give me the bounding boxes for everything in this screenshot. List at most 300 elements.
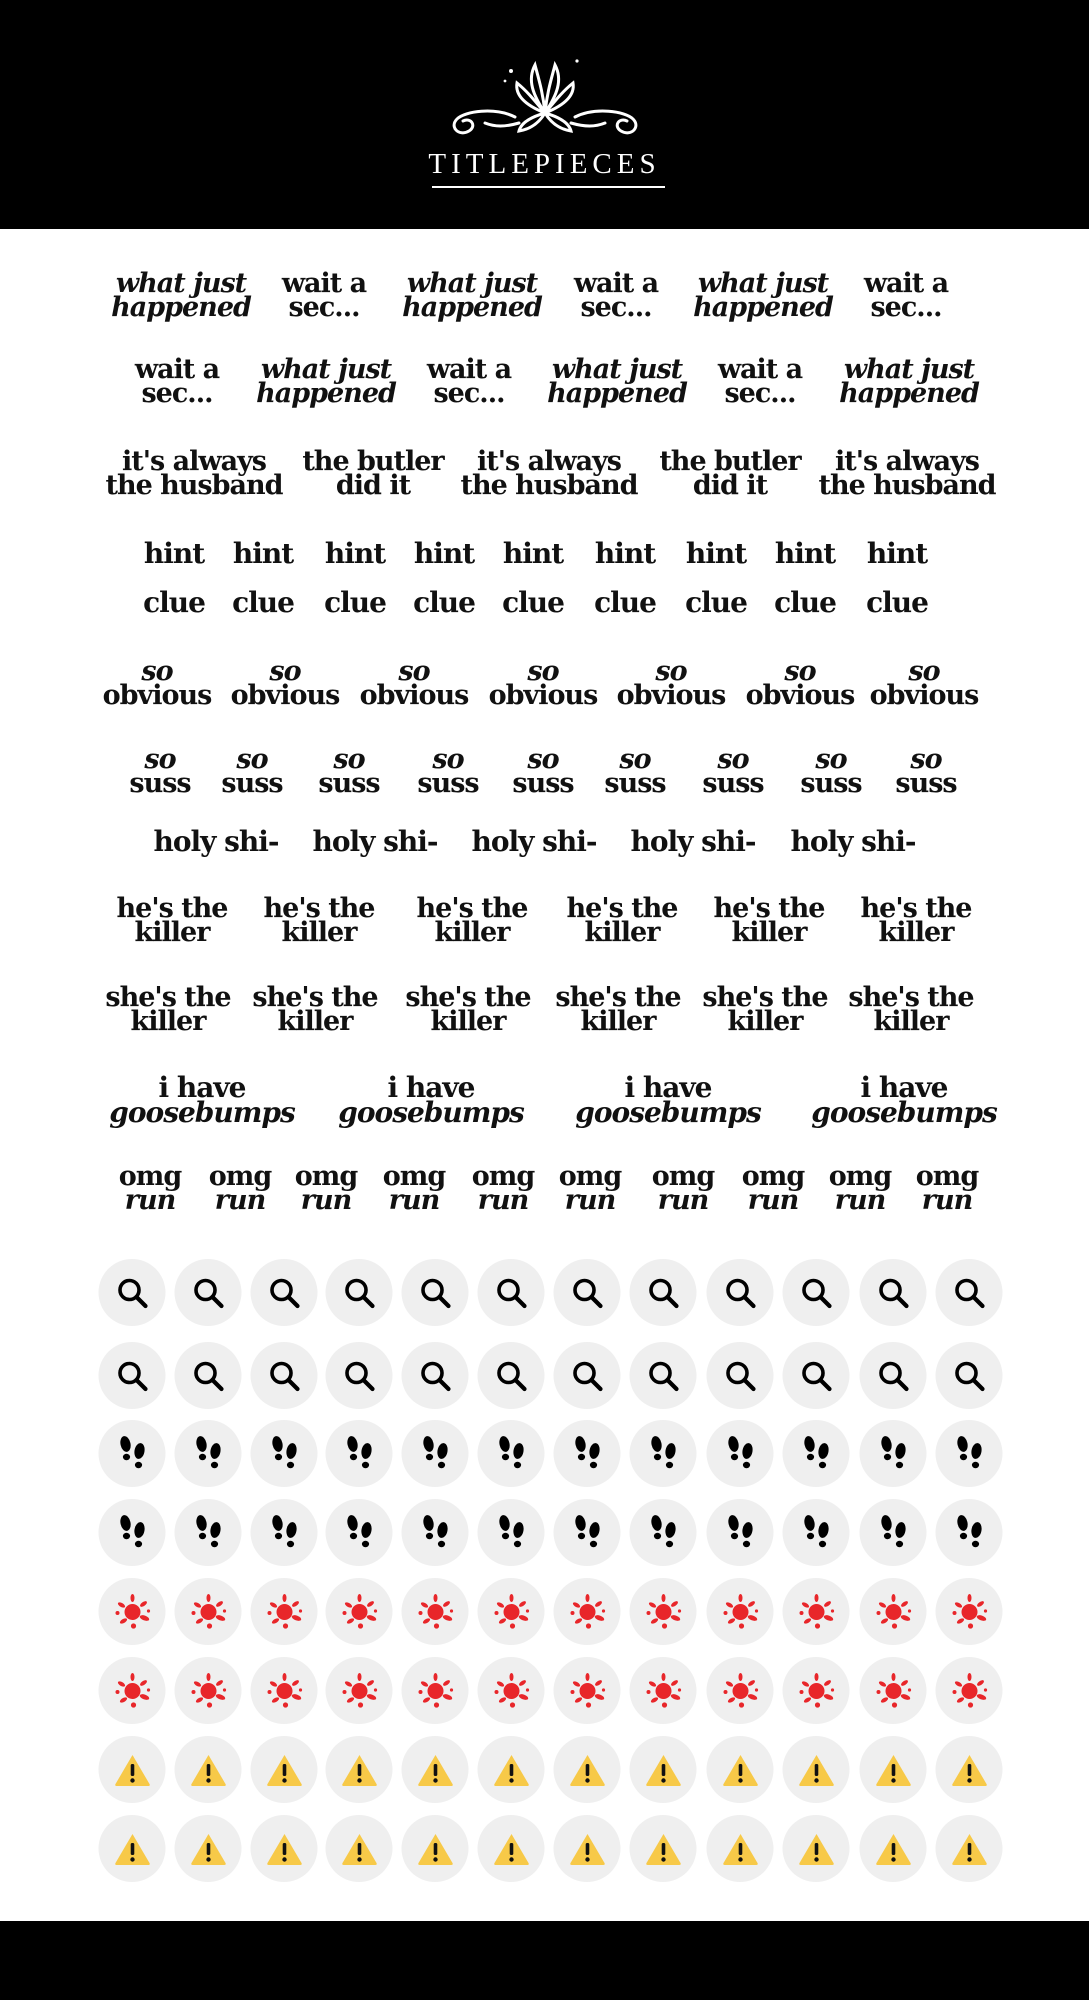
sticker-so-obvious	[745, 656, 855, 712]
magnifier-icon	[402, 1259, 469, 1326]
blood-splatter-icon	[326, 1578, 393, 1645]
sticker-line: run	[564, 1185, 616, 1217]
sticker-line: wait a	[863, 268, 949, 299]
sticker-line: happened	[839, 378, 979, 410]
warning-icon	[99, 1815, 166, 1882]
sticker-line: she's the	[555, 982, 681, 1013]
blood-splatter-icon	[936, 1578, 1003, 1645]
magnifier-icon	[99, 1342, 166, 1409]
sticker-line: she's the	[105, 982, 231, 1013]
blood-splatter-icon	[251, 1657, 318, 1724]
sticker-shes-the-killer	[702, 982, 828, 1038]
sticker-line: suss	[604, 768, 666, 800]
sticker-line: run	[921, 1185, 973, 1217]
sticker-line: killer	[281, 917, 357, 949]
sticker-line: so	[784, 656, 816, 687]
sticker-line: hint	[774, 537, 836, 570]
magnifier-icon	[707, 1259, 774, 1326]
sticker-line: run	[388, 1185, 440, 1217]
sticker-omg-run	[741, 1161, 805, 1217]
footprints-icon	[326, 1499, 393, 1566]
footprints-icon	[402, 1499, 469, 1566]
sticker-the-butler-did-it	[302, 446, 444, 502]
sticker-line: so	[398, 656, 430, 687]
sticker-line: suss	[512, 768, 574, 800]
footprints-icon	[99, 1499, 166, 1566]
sticker-line: clue	[232, 586, 294, 619]
sticker-hes-the-killer	[116, 893, 228, 949]
sticker-line: omg	[558, 1161, 622, 1192]
sticker-line: clue	[866, 586, 928, 619]
magnifier-icon	[936, 1259, 1003, 1326]
icon-row	[0, 1578, 1089, 1646]
sticker-line: so	[432, 744, 464, 775]
magnifier-icon	[630, 1259, 697, 1326]
blood-splatter-icon	[478, 1657, 545, 1724]
sticker-line: what just	[115, 268, 247, 299]
sticker-line: hint	[502, 537, 564, 570]
sticker-line: he's the	[416, 893, 528, 924]
sticker-line: so	[527, 744, 559, 775]
sticker-omg-run	[382, 1161, 446, 1217]
sticker-line: killer	[873, 1006, 949, 1038]
warning-icon	[630, 1736, 697, 1803]
blood-splatter-icon	[936, 1657, 1003, 1724]
sticker-line: omg	[208, 1161, 272, 1192]
sticker-holy-shi	[471, 825, 597, 858]
sticker-line: run	[214, 1185, 266, 1217]
sticker-line: obvious	[488, 680, 598, 712]
sticker-hint	[143, 537, 205, 570]
sticker-line: the husband	[818, 470, 996, 502]
warning-icon	[175, 1736, 242, 1803]
footprints-icon	[175, 1499, 242, 1566]
sticker-line: omg	[382, 1161, 446, 1192]
sticker-line: it's always	[122, 446, 266, 477]
sticker-wait-a-sec	[134, 354, 220, 410]
sticker-hes-the-killer	[263, 893, 375, 949]
sticker-hes-the-killer	[860, 893, 972, 949]
sticker-line: so	[815, 744, 847, 775]
sticker-line: i have	[860, 1071, 948, 1104]
blood-splatter-icon	[251, 1578, 318, 1645]
sticker-hint	[866, 537, 928, 570]
sticker-clue	[685, 586, 747, 619]
magnifier-icon	[175, 1259, 242, 1326]
sticker-line: holy shi-	[312, 825, 438, 858]
sticker-line: clue	[143, 586, 205, 619]
blood-splatter-icon	[402, 1657, 469, 1724]
warning-icon	[251, 1815, 318, 1882]
blood-splatter-icon	[783, 1578, 850, 1645]
sticker-line: she's the	[252, 982, 378, 1013]
sticker-hes-the-killer	[566, 893, 678, 949]
sticker-so-obvious	[616, 656, 726, 712]
sticker-line: hint	[685, 537, 747, 570]
sticker-so-suss	[895, 744, 957, 800]
magnifier-icon	[707, 1342, 774, 1409]
sticker-shes-the-killer	[105, 982, 231, 1038]
sticker-line: run	[124, 1185, 176, 1217]
sticker-its-always-the-husband	[105, 446, 283, 502]
sticker-line: she's the	[848, 982, 974, 1013]
magnifier-icon	[860, 1342, 927, 1409]
sticker-line: run	[747, 1185, 799, 1217]
sticker-holy-shi	[790, 825, 916, 858]
sticker-wait-a-sec	[573, 268, 659, 324]
sticker-clue	[594, 586, 656, 619]
sticker-line: sec...	[724, 378, 796, 410]
sticker-line: wait a	[281, 268, 367, 299]
magnifier-icon	[478, 1342, 545, 1409]
sticker-line: killer	[878, 917, 954, 949]
sticker-what-just-happened	[693, 268, 833, 324]
magnifier-icon	[554, 1259, 621, 1326]
sticker-line: clue	[594, 586, 656, 619]
sticker-clue	[774, 586, 836, 619]
sticker-line: happened	[693, 292, 833, 324]
icon-row	[0, 1499, 1089, 1567]
sticker-so-suss	[604, 744, 666, 800]
sticker-line: hint	[232, 537, 294, 570]
warning-icon	[707, 1736, 774, 1803]
sticker-line: hint	[866, 537, 928, 570]
blood-splatter-icon	[707, 1657, 774, 1724]
sticker-line: omg	[741, 1161, 805, 1192]
sticker-line: happened	[111, 292, 251, 324]
sticker-line: omg	[828, 1161, 892, 1192]
warning-icon	[402, 1815, 469, 1882]
footprints-icon	[554, 1499, 621, 1566]
footprints-icon	[860, 1499, 927, 1566]
footprints-icon	[402, 1420, 469, 1487]
magnifier-icon	[251, 1259, 318, 1326]
footprints-icon	[554, 1420, 621, 1487]
blood-splatter-icon	[175, 1657, 242, 1724]
sticker-so-obvious	[359, 656, 469, 712]
blood-splatter-icon	[402, 1578, 469, 1645]
sticker-line: killer	[727, 1006, 803, 1038]
magnifier-icon	[326, 1342, 393, 1409]
sticker-line: so	[527, 656, 559, 687]
sticker-so-suss	[221, 744, 283, 800]
sticker-line: killer	[277, 1006, 353, 1038]
blood-splatter-icon	[860, 1578, 927, 1645]
sticker-wait-a-sec	[717, 354, 803, 410]
sticker-line: so	[269, 656, 301, 687]
sticker-line: obvious	[745, 680, 855, 712]
sticker-clue	[413, 586, 475, 619]
sticker-clue	[502, 586, 564, 619]
sticker-line: what just	[697, 268, 829, 299]
sticker-line: sec...	[870, 292, 942, 324]
footprints-icon	[478, 1499, 545, 1566]
sticker-line: he's the	[263, 893, 375, 924]
sticker-holy-shi	[153, 825, 279, 858]
sticker-omg-run	[915, 1161, 979, 1217]
sticker-so-obvious	[230, 656, 340, 712]
sticker-i-have-goosebumps	[338, 1071, 524, 1130]
sticker-line: he's the	[860, 893, 972, 924]
sticker-what-just-happened	[111, 268, 251, 324]
sticker-line: the butler	[659, 446, 801, 477]
sticker-shes-the-killer	[555, 982, 681, 1038]
sticker-line: hint	[594, 537, 656, 570]
warning-icon	[326, 1736, 393, 1803]
sticker-line: what just	[406, 268, 538, 299]
sticker-line: obvious	[102, 680, 212, 712]
sticker-line: obvious	[616, 680, 726, 712]
sticker-line: it's always	[477, 446, 621, 477]
sticker-holy-shi	[630, 825, 756, 858]
sticker-line: happened	[402, 292, 542, 324]
icon-row	[0, 1736, 1089, 1804]
blood-splatter-icon	[478, 1578, 545, 1645]
warning-icon	[99, 1736, 166, 1803]
warning-icon	[783, 1736, 850, 1803]
sticker-line: i have	[158, 1071, 246, 1104]
warning-icon	[326, 1815, 393, 1882]
sticker-line: holy shi-	[630, 825, 756, 858]
sticker-omg-run	[558, 1161, 622, 1217]
sticker-line: holy shi-	[790, 825, 916, 858]
sticker-line: so	[717, 744, 749, 775]
sticker-line: wait a	[573, 268, 659, 299]
magnifier-icon	[783, 1259, 850, 1326]
blood-splatter-icon	[630, 1578, 697, 1645]
sticker-line: omg	[118, 1161, 182, 1192]
sticker-line: obvious	[359, 680, 469, 712]
footprints-icon	[175, 1420, 242, 1487]
sticker-line: he's the	[566, 893, 678, 924]
brand-name: TITLEPIECES	[428, 148, 661, 180]
sticker-hint	[685, 537, 747, 570]
warning-icon	[554, 1815, 621, 1882]
sticker-line: holy shi-	[153, 825, 279, 858]
sticker-so-suss	[129, 744, 191, 800]
footprints-icon	[326, 1420, 393, 1487]
sticker-line: obvious	[230, 680, 340, 712]
sticker-line: what just	[260, 354, 392, 385]
footprints-icon	[630, 1499, 697, 1566]
sticker-clue	[232, 586, 294, 619]
footer-banner	[0, 1921, 1089, 2000]
sticker-clue	[866, 586, 928, 619]
magnifier-icon	[630, 1342, 697, 1409]
sticker-shes-the-killer	[252, 982, 378, 1038]
brand-underline	[432, 186, 665, 188]
sticker-clue	[143, 586, 205, 619]
sticker-omg-run	[208, 1161, 272, 1217]
blood-splatter-icon	[630, 1657, 697, 1724]
sticker-hes-the-killer	[416, 893, 528, 949]
sticker-line: clue	[685, 586, 747, 619]
sticker-line: killer	[584, 917, 660, 949]
sticker-line: killer	[731, 917, 807, 949]
sticker-line: suss	[417, 768, 479, 800]
footprints-icon	[251, 1420, 318, 1487]
sticker-line: suss	[895, 768, 957, 800]
blood-splatter-icon	[554, 1657, 621, 1724]
warning-icon	[478, 1736, 545, 1803]
sticker-line: so	[236, 744, 268, 775]
sticker-line: run	[834, 1185, 886, 1217]
warning-icon	[251, 1736, 318, 1803]
icon-row	[0, 1420, 1089, 1488]
sticker-omg-run	[471, 1161, 535, 1217]
sticker-line: clue	[502, 586, 564, 619]
sticker-line: goosebumps	[575, 1096, 761, 1130]
blood-splatter-icon	[860, 1657, 927, 1724]
sticker-line: obvious	[869, 680, 979, 712]
sticker-so-suss	[318, 744, 380, 800]
sticker-so-obvious	[488, 656, 598, 712]
sticker-line: omg	[294, 1161, 358, 1192]
sticker-line: suss	[318, 768, 380, 800]
icon-row	[0, 1815, 1089, 1883]
warning-icon	[478, 1815, 545, 1882]
sticker-line: clue	[774, 586, 836, 619]
sticker-hes-the-killer	[713, 893, 825, 949]
sticker-line: goosebumps	[811, 1096, 997, 1130]
sticker-line: sec...	[288, 292, 360, 324]
sticker-line: killer	[134, 917, 210, 949]
sticker-what-just-happened	[547, 354, 687, 410]
footprints-icon	[99, 1420, 166, 1487]
sticker-line: sec...	[141, 378, 213, 410]
sticker-so-obvious	[102, 656, 212, 712]
sticker-hint	[594, 537, 656, 570]
warning-icon	[936, 1736, 1003, 1803]
sticker-wait-a-sec	[863, 268, 949, 324]
sticker-omg-run	[651, 1161, 715, 1217]
sticker-i-have-goosebumps	[575, 1071, 761, 1130]
sticker-so-suss	[800, 744, 862, 800]
sticker-line: omg	[915, 1161, 979, 1192]
sticker-omg-run	[828, 1161, 892, 1217]
sticker-hint	[232, 537, 294, 570]
magnifier-icon	[175, 1342, 242, 1409]
sticker-wait-a-sec	[281, 268, 367, 324]
sticker-line: the husband	[105, 470, 283, 502]
sticker-line: omg	[651, 1161, 715, 1192]
sticker-line: killer	[130, 1006, 206, 1038]
icon-row	[0, 1342, 1089, 1410]
sticker-line: goosebumps	[338, 1096, 524, 1130]
sticker-line: it's always	[835, 446, 979, 477]
sticker-line: wait a	[134, 354, 220, 385]
blood-splatter-icon	[783, 1657, 850, 1724]
blood-splatter-icon	[175, 1578, 242, 1645]
sticker-so-suss	[417, 744, 479, 800]
sticker-hint	[324, 537, 386, 570]
sticker-hint	[502, 537, 564, 570]
footprints-icon	[630, 1420, 697, 1487]
sticker-line: she's the	[405, 982, 531, 1013]
sticker-omg-run	[118, 1161, 182, 1217]
sticker-what-just-happened	[256, 354, 396, 410]
sticker-line: suss	[800, 768, 862, 800]
sticker-holy-shi	[312, 825, 438, 858]
warning-icon	[630, 1815, 697, 1882]
sticker-hint	[774, 537, 836, 570]
sticker-i-have-goosebumps	[811, 1071, 997, 1130]
sticker-line: hint	[143, 537, 205, 570]
sticker-line: goosebumps	[109, 1096, 295, 1130]
sticker-line: what just	[551, 354, 683, 385]
magnifier-icon	[326, 1259, 393, 1326]
sticker-line: run	[657, 1185, 709, 1217]
sticker-wait-a-sec	[426, 354, 512, 410]
blood-splatter-icon	[707, 1578, 774, 1645]
sticker-line: what just	[843, 354, 975, 385]
warning-icon	[554, 1736, 621, 1803]
sticker-hint	[413, 537, 475, 570]
warning-icon	[175, 1815, 242, 1882]
sticker-clue	[324, 586, 386, 619]
sticker-line: run	[477, 1185, 529, 1217]
sticker-line: i have	[387, 1071, 475, 1104]
sticker-i-have-goosebumps	[109, 1071, 295, 1130]
sticker-line: wait a	[717, 354, 803, 385]
magnifier-icon	[783, 1342, 850, 1409]
sticker-line: omg	[471, 1161, 535, 1192]
warning-icon	[402, 1736, 469, 1803]
sticker-so-suss	[512, 744, 574, 800]
magnifier-icon	[251, 1342, 318, 1409]
sticker-line: so	[910, 744, 942, 775]
warning-icon	[783, 1815, 850, 1882]
warning-icon	[936, 1815, 1003, 1882]
footprints-icon	[936, 1499, 1003, 1566]
warning-icon	[860, 1815, 927, 1882]
sticker-line: i have	[624, 1071, 712, 1104]
footprints-icon	[783, 1499, 850, 1566]
magnifier-icon	[554, 1342, 621, 1409]
footprints-icon	[251, 1499, 318, 1566]
sticker-line: killer	[434, 917, 510, 949]
sticker-line: so	[144, 744, 176, 775]
sticker-its-always-the-husband	[460, 446, 638, 502]
blood-splatter-icon	[99, 1657, 166, 1724]
sticker-line: happened	[256, 378, 396, 410]
icon-row	[0, 1657, 1089, 1725]
sticker-shes-the-killer	[405, 982, 531, 1038]
sticker-line: suss	[702, 768, 764, 800]
sticker-line: the husband	[460, 470, 638, 502]
sticker-line: so	[141, 656, 173, 687]
sticker-its-always-the-husband	[818, 446, 996, 502]
sticker-line: suss	[129, 768, 191, 800]
blood-splatter-icon	[326, 1657, 393, 1724]
magnifier-icon	[402, 1342, 469, 1409]
sticker-shes-the-killer	[848, 982, 974, 1038]
sticker-line: run	[300, 1185, 352, 1217]
sticker-what-just-happened	[839, 354, 979, 410]
sticker-line: clue	[324, 586, 386, 619]
footprints-icon	[707, 1499, 774, 1566]
sticker-line: killer	[430, 1006, 506, 1038]
sticker-line: did it	[335, 470, 411, 502]
sticker-line: wait a	[426, 354, 512, 385]
sticker-line: hint	[324, 537, 386, 570]
sticker-line: did it	[692, 470, 768, 502]
sticker-line: so	[655, 656, 687, 687]
sticker-the-butler-did-it	[659, 446, 801, 502]
sticker-line: so	[333, 744, 365, 775]
magnifier-icon	[936, 1342, 1003, 1409]
footprints-icon	[478, 1420, 545, 1487]
